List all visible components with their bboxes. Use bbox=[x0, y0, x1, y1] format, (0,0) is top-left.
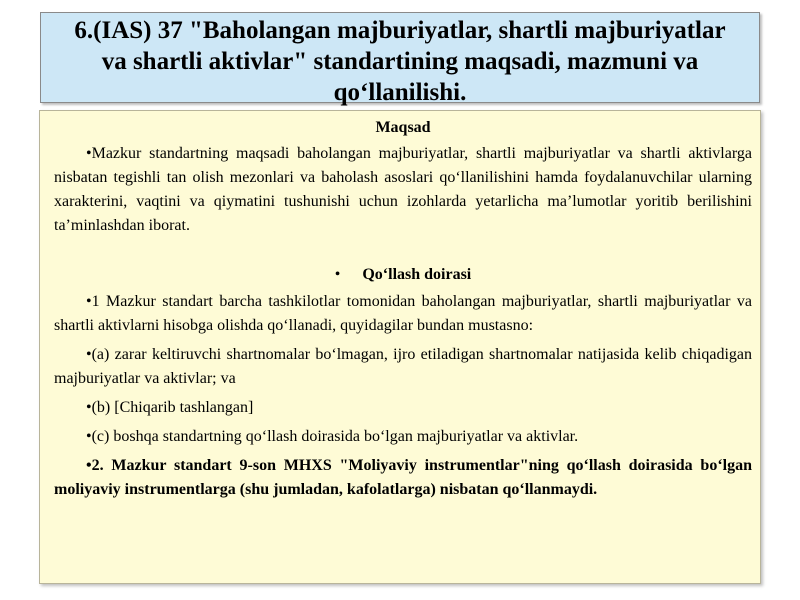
paragraph-purpose-text: •Mazkur standartning maqsadi baholangan majburiyatlar, shartli majburiyatlar va shartli aktivlarga nisbatan tegishli tan olish mezonlari va baholash asoslari qo‘llanilishini hamda foydalanuvchilar ularning xarakterini, vaqtini va qiymatini tushunishi uchun izohlarda yetarlicha ma’lumotlar yoritib berilishini ta’minlashdan iborat. bbox=[54, 145, 752, 234]
paragraph-scope-b-text: •(b) [Chiqarib tashlangan] bbox=[86, 399, 254, 416]
content-panel bbox=[39, 110, 761, 584]
paragraph-scope-a-text: •(a) zarar keltiruvchi shartnomalar bo‘lmagan, ijro etiladigan shartnomalar natijasida kelib chiqadigan majburiyatlar va aktivlar; va bbox=[54, 346, 752, 387]
paragraph-scope-b bbox=[54, 396, 752, 420]
heading-scope-text: Qo‘llash doirasi bbox=[362, 266, 472, 283]
heading-scope bbox=[54, 263, 752, 287]
paragraph-scope-2-text: •2. Mazkur standart 9-son MHXS "Moliyaviy instrumentlar"ning qo‘llash doirasida bo‘lgan moliyaviy instrumentlarga (shu jumladan, kafolatlarga) nisbatan qo‘llanmaydi. bbox=[54, 457, 752, 498]
paragraph-scope-a bbox=[54, 343, 752, 391]
paragraph-scope-1-text: •1 Mazkur standart barcha tashkilotlar tomonidan baholangan majburiyatlar, shartli majburiyatlar va shartli aktivlarni hisobga olishda qo‘llanadi, quyidagilar bundan mustasno: bbox=[54, 293, 752, 334]
paragraph-scope-c bbox=[54, 425, 752, 449]
paragraph-scope-c-text: •(c) boshqa standartning qo‘llash doirasida bo‘lgan majburiyatlar va aktivlar. bbox=[86, 428, 579, 445]
title-line-2: va shartli aktivlar" standartining maqsadi, mazmuni va bbox=[101, 48, 699, 75]
slide-title bbox=[40, 12, 760, 106]
paragraph-purpose bbox=[54, 142, 752, 238]
paragraph-scope-1 bbox=[54, 290, 752, 338]
title-line-3: qo‘llanilishi. bbox=[333, 79, 467, 106]
heading-maqsad: Maqsad bbox=[375, 119, 431, 136]
bullet-icon: • bbox=[334, 266, 341, 283]
title-line-1: 6.(IAS) 37 "Baholangan majburiyatlar, shartli majburiyatlar bbox=[74, 17, 726, 44]
paragraph-scope-2 bbox=[54, 454, 752, 502]
